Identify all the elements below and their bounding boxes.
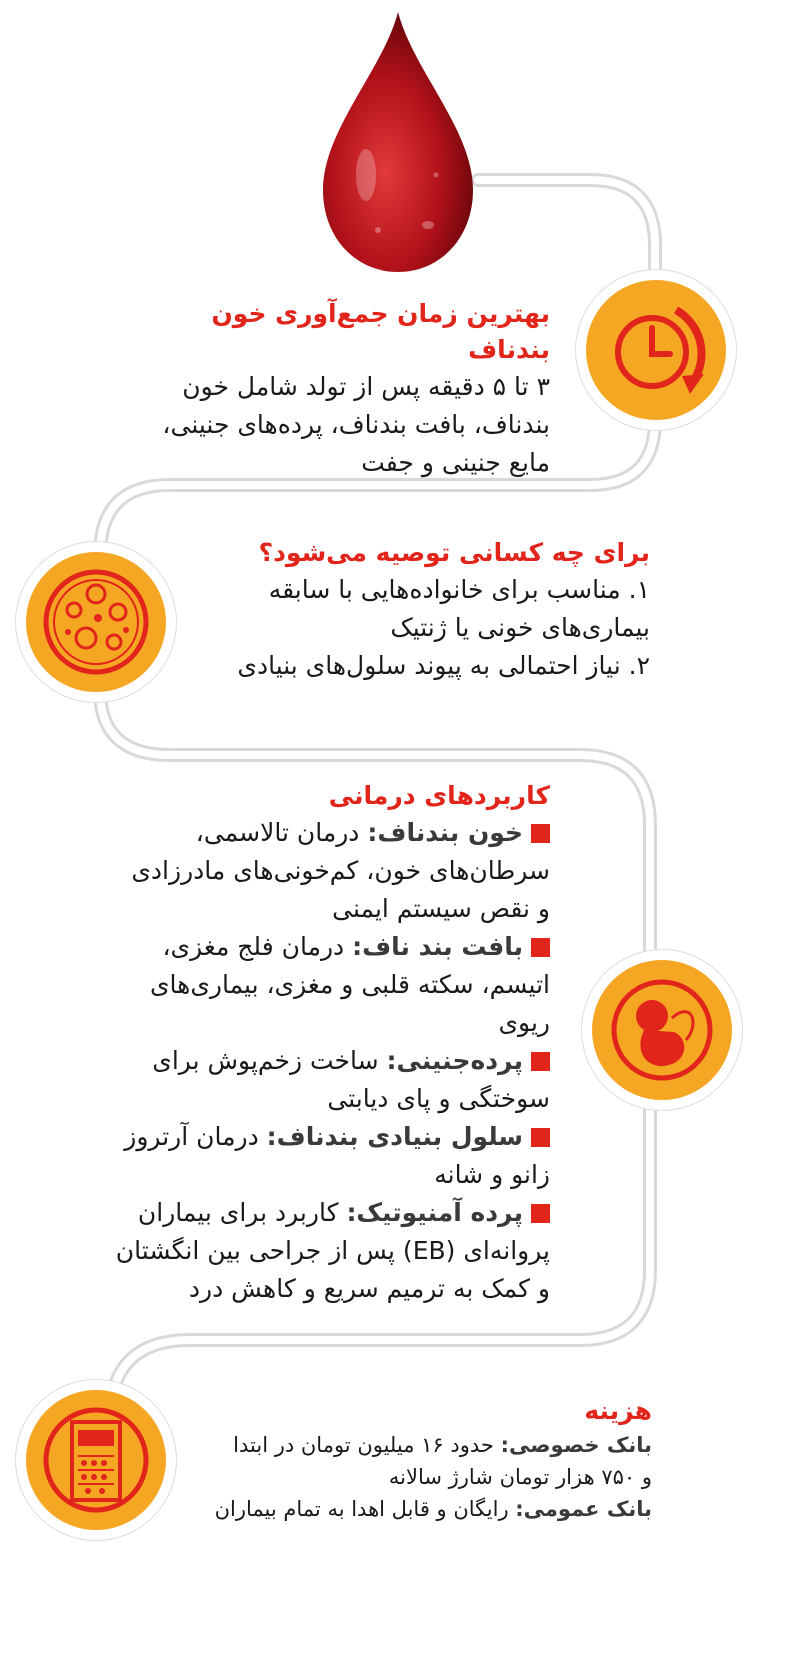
text-line: اتیسم، سکته قلبی و مغزی، بیماری‌های bbox=[149, 970, 550, 999]
item-term: بانک خصوصی: bbox=[500, 1433, 652, 1457]
list-item bbox=[80, 1118, 550, 1194]
text-line: و نقص سیستم ایمنی bbox=[332, 894, 550, 923]
text-line: ۲. نیاز احتمالی به پیوند سلول‌های بنیادی bbox=[237, 651, 650, 680]
fetus-icon bbox=[592, 960, 732, 1100]
cells-badge bbox=[16, 542, 176, 702]
list-item bbox=[80, 928, 550, 1042]
item-text: رایگان و قابل اهدا به تمام بیماران bbox=[214, 1497, 509, 1521]
bullet-square bbox=[531, 938, 550, 957]
text-line: ۱. مناسب برای خانواده‌هایی با سابقه bbox=[268, 575, 650, 604]
section-title: بهترین زمان جمع‌آوری خون بندناف bbox=[211, 299, 550, 364]
text-line: مایع جنینی و جفت bbox=[361, 448, 550, 477]
text-line: ریوی bbox=[498, 1008, 550, 1037]
item-text: درمان تالاسمی، bbox=[195, 818, 360, 847]
text-line: سرطان‌های خون، کم‌خونی‌های مادرزادی bbox=[131, 856, 550, 885]
item-text: درمان آرتروز bbox=[124, 1122, 259, 1151]
item-term: بانک عمومی: bbox=[515, 1497, 652, 1521]
text-line: بیماری‌های خونی یا ژنتیک bbox=[390, 613, 650, 642]
text-line: سوختگی و پای دیابتی bbox=[327, 1084, 550, 1113]
blood-cells-icon bbox=[26, 552, 166, 692]
item-term: بافت بند ناف: bbox=[352, 932, 523, 961]
fetus-badge bbox=[582, 950, 742, 1110]
bullet-square bbox=[531, 1204, 550, 1223]
bullet-square bbox=[531, 1052, 550, 1071]
text-line: و ۷۵۰ هزار تومان شارژ سالانه bbox=[388, 1465, 652, 1489]
storage-cabinet-icon bbox=[26, 1390, 166, 1530]
item-text: کاربرد برای بیماران bbox=[137, 1198, 339, 1227]
section-title: هزینه bbox=[584, 1396, 652, 1425]
item-term: سلول بنیادی بندناف: bbox=[266, 1122, 523, 1151]
list-item bbox=[80, 1042, 550, 1118]
item-term: پرده‌جنینی: bbox=[386, 1046, 523, 1075]
text-line: زانو و شانه bbox=[434, 1160, 550, 1189]
section-title: برای چه کسانی توصیه می‌شود؟ bbox=[258, 538, 650, 567]
clock-icon bbox=[586, 280, 726, 420]
bullet-square bbox=[531, 1128, 550, 1147]
section-recommended-for bbox=[170, 535, 650, 685]
section-cost bbox=[182, 1393, 652, 1525]
section-title: کاربردهای درمانی bbox=[328, 781, 550, 810]
text-line: ۳ تا ۵ دقیقه پس از تولد شامل خون bbox=[182, 372, 550, 401]
list-item bbox=[80, 814, 550, 928]
item-term: پرده آمنیوتیک: bbox=[346, 1198, 523, 1227]
storage-badge bbox=[16, 1380, 176, 1540]
text-line: پروانه‌ای (EB) پس از جراحی بین انگشتان bbox=[115, 1236, 550, 1265]
bullet-square bbox=[531, 824, 550, 843]
list-item bbox=[80, 1194, 550, 1308]
item-text: ساخت زخم‌پوش برای bbox=[152, 1046, 379, 1075]
blood-drop-icon bbox=[318, 10, 478, 275]
item-text: حدود ۱۶ میلیون تومان در ابتدا bbox=[233, 1433, 494, 1457]
section-therapeutic-uses bbox=[80, 778, 550, 1308]
text-line: و کمک به ترمیم سریع و کاهش درد bbox=[188, 1274, 550, 1303]
clock-badge bbox=[576, 270, 736, 430]
section-collection-time bbox=[130, 296, 550, 482]
item-text: درمان فلج مغزی، bbox=[162, 932, 345, 961]
text-line: بندناف، بافت بندناف، پرده‌های جنینی، bbox=[162, 410, 550, 439]
item-term: خون بندناف: bbox=[367, 818, 523, 847]
